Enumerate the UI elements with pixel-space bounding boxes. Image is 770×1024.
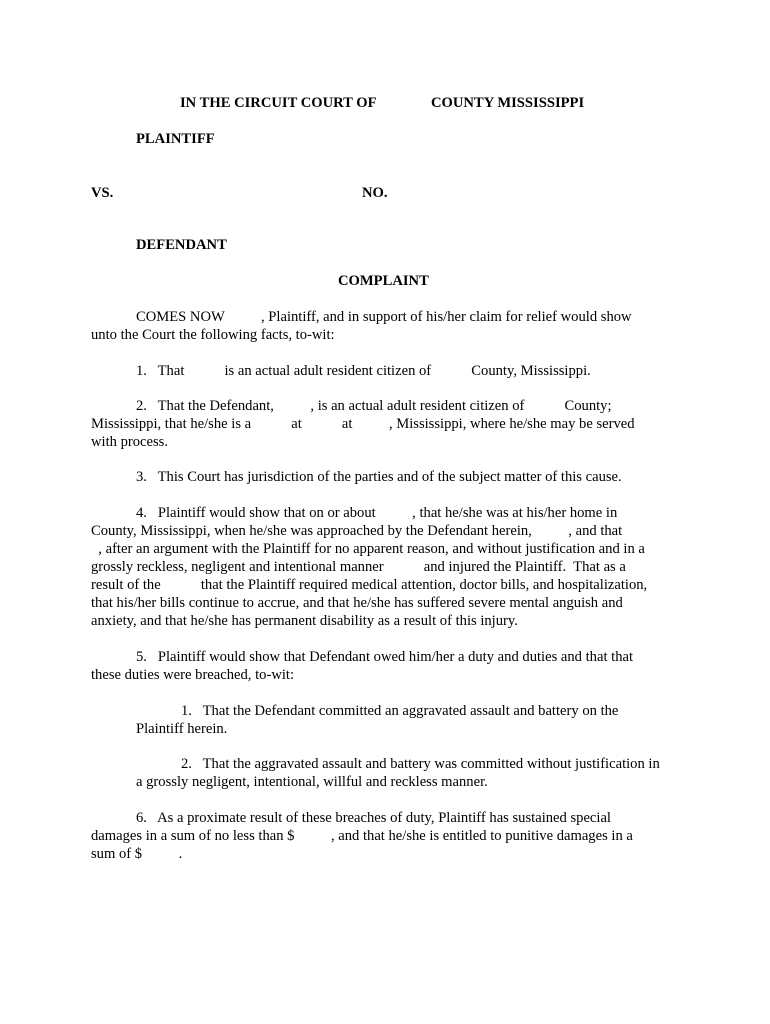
plaintiff-label: PLAINTIFF [136,131,215,147]
paragraph-2-line: 2. That the Defendant, , is an actual adult resident citizen of County; [136,398,612,414]
sub-item-1-line: Plaintiff herein. [136,721,228,737]
sub-item-2-line: a grossly negligent, intentional, willful and reckless manner. [136,774,488,790]
intro-line: unto the Court the following facts, to-wit: [91,327,335,343]
paragraph-4-line: 4. Plaintiff would show that on or about , that he/she was at his/her home in [136,505,618,521]
court-heading-right: COUNTY MISSISSIPPI [431,95,585,111]
sub-item-1-line: 1. That the Defendant committed an aggravated assault and battery on the [181,703,619,719]
paragraph-5-line: 5. Plaintiff would show that Defendant owed him/her a duty and duties and that that [136,649,634,665]
document-title: COMPLAINT [338,273,429,289]
paragraph-6-line: 6. As a proximate result of these breaches of duty, Plaintiff has sustained special [136,810,611,826]
paragraph-4-line: grossly reckless, negligent and intentional manner and injured the Plaintiff. That as a [91,559,626,575]
intro-line: COMES NOW , Plaintiff, and in support of his/her claim for relief would show [136,309,632,325]
paragraph-4-line: County, Mississippi, when he/she was approached by the Defendant herein, , and that [91,523,623,539]
versus-label: VS. [91,185,114,201]
paragraph-3-line: 3. This Court has jurisdiction of the parties and of the subject matter of this cause. [136,469,622,485]
paragraph-2-line: with process. [91,434,169,450]
paragraph-4-line: that his/her bills continue to accrue, and that he/she has suffered severe mental anguish and [91,595,623,611]
paragraph-5-line: these duties were breached, to-wit: [91,667,295,683]
paragraph-6-line: sum of $ . [91,846,183,862]
court-heading-left: IN THE CIRCUIT COURT OF [180,95,377,111]
paragraph-1-line: 1. That is an actual adult resident citizen of County, Mississippi. [136,363,591,379]
sub-item-2-line: 2. That the aggravated assault and battery was committed without justification in [181,756,660,772]
case-number-label: NO. [362,185,388,201]
defendant-label: DEFENDANT [136,237,227,253]
paragraph-4-line: anxiety, and that he/she has permanent disability as a result of this injury. [91,613,518,629]
paragraph-6-line: damages in a sum of no less than $ , and that he/she is entitled to punitive damages in a [91,828,633,844]
paragraph-4-line: result of the that the Plaintiff required medical attention, doctor bills, and hospitalization, [91,577,648,593]
paragraph-4-line: , after an argument with the Plaintiff for no apparent reason, and without justification and in a [91,541,645,557]
paragraph-2-line: Mississippi, that he/she is a at at , Mississippi, where he/she may be served [91,416,635,432]
